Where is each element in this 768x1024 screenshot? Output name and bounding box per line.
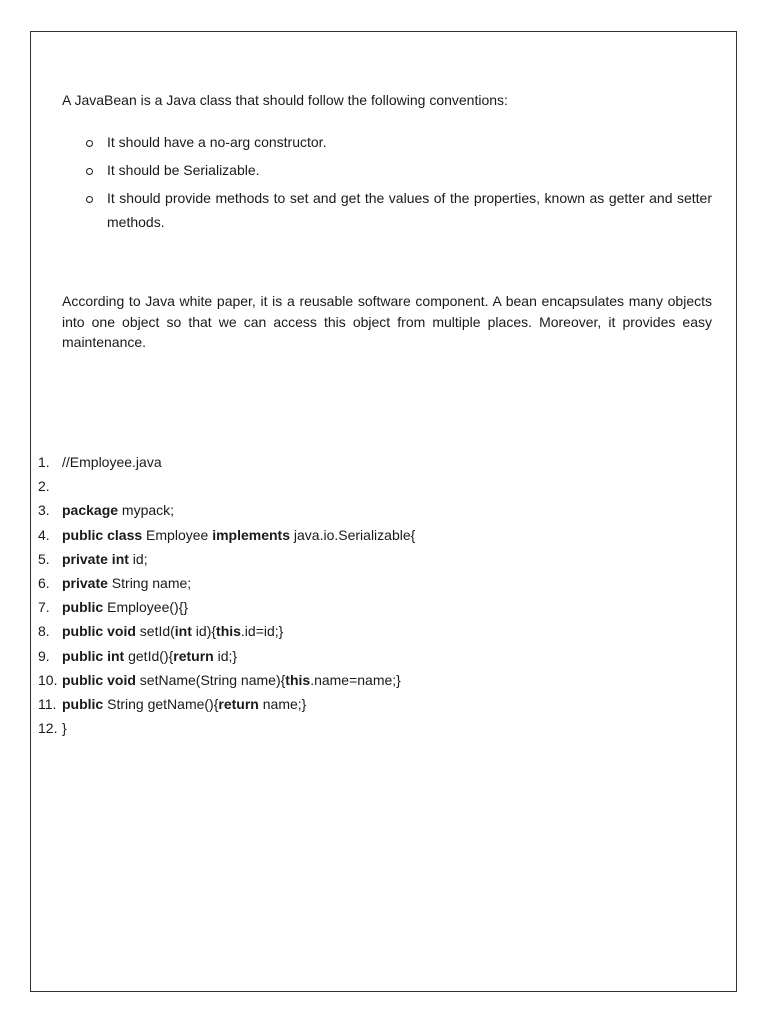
code-text: Employee(){} xyxy=(103,599,189,616)
line-number: 4. xyxy=(38,526,50,543)
circle-bullet-icon xyxy=(86,140,93,147)
code-listing xyxy=(38,450,415,740)
code-text: java.io.Serializable{ xyxy=(290,526,416,543)
conventions-list xyxy=(62,130,712,238)
code-line xyxy=(38,450,415,474)
code-text: } xyxy=(62,720,67,737)
code-keyword: private int xyxy=(62,550,129,567)
code-text: id; xyxy=(128,550,148,567)
code-line xyxy=(38,571,415,595)
line-number: 6. xyxy=(38,574,50,591)
code-line xyxy=(38,668,415,692)
convention-text: It should have a no-arg constructor. xyxy=(107,134,327,150)
code-line xyxy=(38,498,415,522)
code-text: id){ xyxy=(191,623,217,640)
convention-item xyxy=(62,130,712,154)
code-text: .name=name;} xyxy=(310,671,401,688)
code-line xyxy=(38,644,415,668)
code-keyword: return xyxy=(173,647,214,664)
line-number: 1. xyxy=(38,454,50,470)
code-keyword: public void xyxy=(62,671,136,688)
line-number: 12. xyxy=(38,720,58,737)
line-number: 7. xyxy=(38,599,50,616)
code-keyword: package xyxy=(62,502,119,519)
circle-bullet-icon xyxy=(86,196,93,203)
code-text: setId( xyxy=(135,623,175,640)
code-line xyxy=(38,692,415,716)
code-text: //Employee.java xyxy=(62,454,162,470)
code-keyword: public class xyxy=(62,526,143,543)
circle-bullet-icon xyxy=(86,168,93,175)
code-keyword: public xyxy=(62,599,104,616)
line-number: 10. xyxy=(38,671,58,688)
code-keyword: public void xyxy=(62,623,136,640)
code-text: .id=id;} xyxy=(240,623,284,640)
code-text: mypack; xyxy=(118,502,175,519)
code-text: name;} xyxy=(258,695,307,712)
code-text: String getName(){ xyxy=(103,695,219,712)
code-keyword: this xyxy=(216,623,241,640)
code-line xyxy=(38,716,415,740)
convention-text: It should provide methods to set and get the values of the properties, known as getter and setter methods. xyxy=(107,190,712,230)
line-number: 8. xyxy=(38,623,50,640)
code-text: Employee xyxy=(142,526,213,543)
line-number: 5. xyxy=(38,550,50,567)
code-keyword: public xyxy=(62,695,104,712)
convention-text: It should be Serializable. xyxy=(107,162,260,178)
code-text: id;} xyxy=(213,647,238,664)
code-text: setName(String name){ xyxy=(135,671,286,688)
code-line xyxy=(38,474,415,498)
line-number: 3. xyxy=(38,502,50,519)
line-number: 11. xyxy=(38,695,57,712)
code-keyword: this xyxy=(285,671,311,688)
code-line xyxy=(38,523,415,547)
code-text: getId(){ xyxy=(124,647,174,664)
line-number: 2. xyxy=(38,478,50,495)
code-text: String name; xyxy=(107,574,192,591)
intro-paragraph: A JavaBean is a Java class that should follow the following conventions: xyxy=(62,92,508,108)
about-paragraph: According to Java white paper, it is a reusable software component. A bean encapsulates many objects into one object so that we can access this object from multiple places. Moreover, it provides easy maintenance. xyxy=(62,293,712,350)
code-line xyxy=(38,595,415,619)
convention-item xyxy=(62,158,712,182)
convention-item xyxy=(62,186,712,234)
code-keyword: return xyxy=(218,695,259,712)
code-keyword: public int xyxy=(62,647,125,664)
code-keyword: int xyxy=(174,623,192,640)
code-line xyxy=(38,619,415,643)
code-line xyxy=(38,547,415,571)
code-keyword: private xyxy=(62,574,108,591)
code-keyword: implements xyxy=(212,526,291,543)
line-number: 9. xyxy=(38,647,50,664)
